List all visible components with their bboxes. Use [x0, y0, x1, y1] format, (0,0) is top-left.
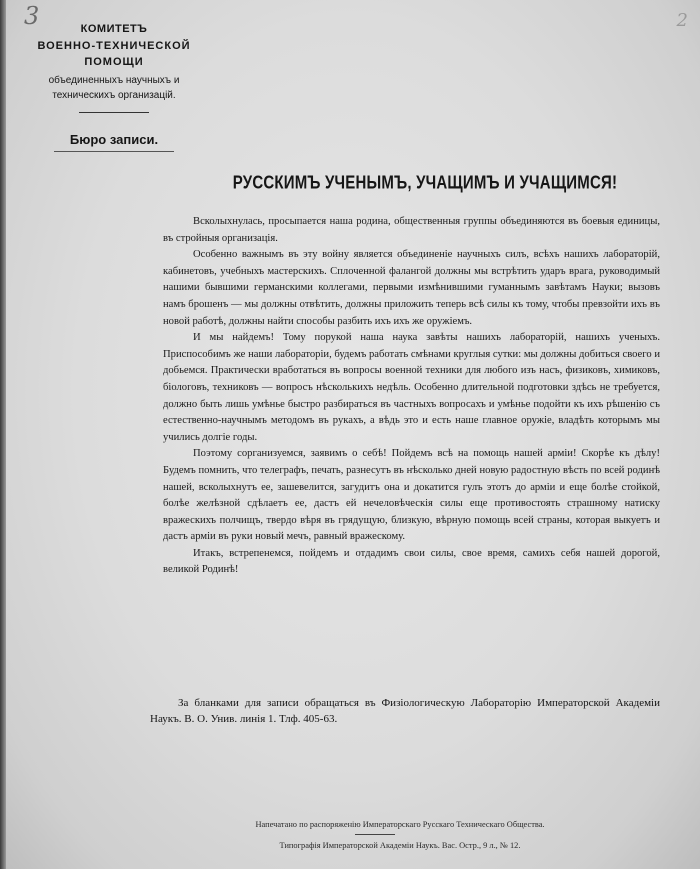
contact-note-text: За бланками для записи обращаться въ Физіологическую Лабораторію Императорской Академіи Наукъ. В. О. Унив. линія 1. Тлф. 405-63. [150, 697, 660, 725]
letterhead-divider [79, 112, 149, 113]
letterhead [14, 22, 214, 152]
paragraph-5: Итакъ, встрепенемся, пойдемъ и отдадимъ свои силы, свое время, самихъ себя нашей дорогой, великой Родинѣ! [163, 547, 660, 576]
footer-printed-by: Напечатано по распоряженію Императорскаго Русскаго Техническаго Общества. [255, 820, 545, 829]
letterhead-committee: КОМИТЕТЪ [80, 23, 148, 35]
paragraph-4: Поэтому сорганизуемся, заявимъ о себѣ! Пойдемъ всѣ на помощь нашей арміи! Скорѣе къ дѣлу! Будемъ помнить, что телеграфъ, печать, разнесутъ въ нѣсколько дней новую радостную вѣсть по всей родинѣ нашей, всколыхнутъ ее, зашевелится, загудитъ она и докатится гулъ этотъ до арміи и еще болѣе стойкой, болѣе желѣзной сдѣлаетъ ее, дастъ ей нечеловѣческія силы еще противостоять страшному натиску вражескихъ полчищъ, твердо вѣря въ грядущую, близкую, вѣрную помощь всей страны, которая выкуетъ и дастъ арміи въ руки новый мечъ, равный вражескому. [163, 448, 660, 543]
handwritten-number-left: 3 [24, 2, 40, 30]
footer-divider [355, 834, 395, 835]
letterhead-bureau: Бюро записи. [69, 132, 159, 147]
letterhead-military-tech: ВОЕННО-ТЕХНИЧЕСКОЙ ПОМОЩИ [37, 40, 191, 68]
paragraph-2: Особенно важнымъ въ эту войну является объединеніе научныхъ силъ, всѣхъ нашихъ лабораторій, кабинетовъ, учебныхъ мастерскихъ. Сплоченной фалангой должны мы встрѣтить ударъ врага, руководимый нашими бывшими германскими коллегами, первыми измѣнившими гуманнымъ завѣтамъ Науки; вызовъ намъ брошенъ — мы должны отвѣтить, должны приложить теперь всѣ силы къ тому, чтобы превзойти ихъ въ новой работѣ, должны найти способы разбить ихъ ихъ же оружіемъ. [163, 249, 660, 327]
document-body [163, 214, 660, 579]
letterhead-underline [54, 151, 174, 152]
document-title: РУССКИМЪ УЧЕНЫМЪ, УЧАЩИМЪ И УЧАЩИМСЯ! [232, 172, 618, 194]
contact-note [150, 695, 660, 727]
paragraph-1: Всколыхнулась, просыпается наша родина, общественныя группы объединяются въ боевыя единицы, въ стройныя организація. [163, 216, 660, 244]
paragraph-3: И мы найдемъ! Тому порукой наша наука завѣты нашихъ лабораторій, нашихъ ученыхъ. Приспособимъ же наши лабораторіи, будемъ работать смѣнами круглыя сутки: мы должны добиться своего и добьемся. Практически вработаться въ вопросы военной техники для любого изъ насъ, физиковъ, химиковъ, біологовъ, техниковъ — вопросъ нѣсколькихъ недѣль. Особенно длительной подготовки здѣсь не требуется, должно быть лишь умѣнье быстро разбираться въ частныхъ вопросахъ и умѣнье подойти къ ихъ рѣшенію съ естественно-научнымъ методомъ въ рукахъ, а вѣдь это и есть наше главное оружіе, владѣть которымъ мы учились долгіе годы. [163, 332, 660, 443]
scan-edge [0, 0, 6, 869]
footer-printer: Типографія Императорской Академіи Наукъ. Вас. Остр., 9 л., № 12. [279, 841, 521, 850]
letterhead-united: объединенныхъ научныхъ и [48, 75, 180, 86]
letterhead-organizations: техническихъ организацій. [52, 90, 176, 101]
handwritten-number-right: 2 [676, 10, 688, 31]
